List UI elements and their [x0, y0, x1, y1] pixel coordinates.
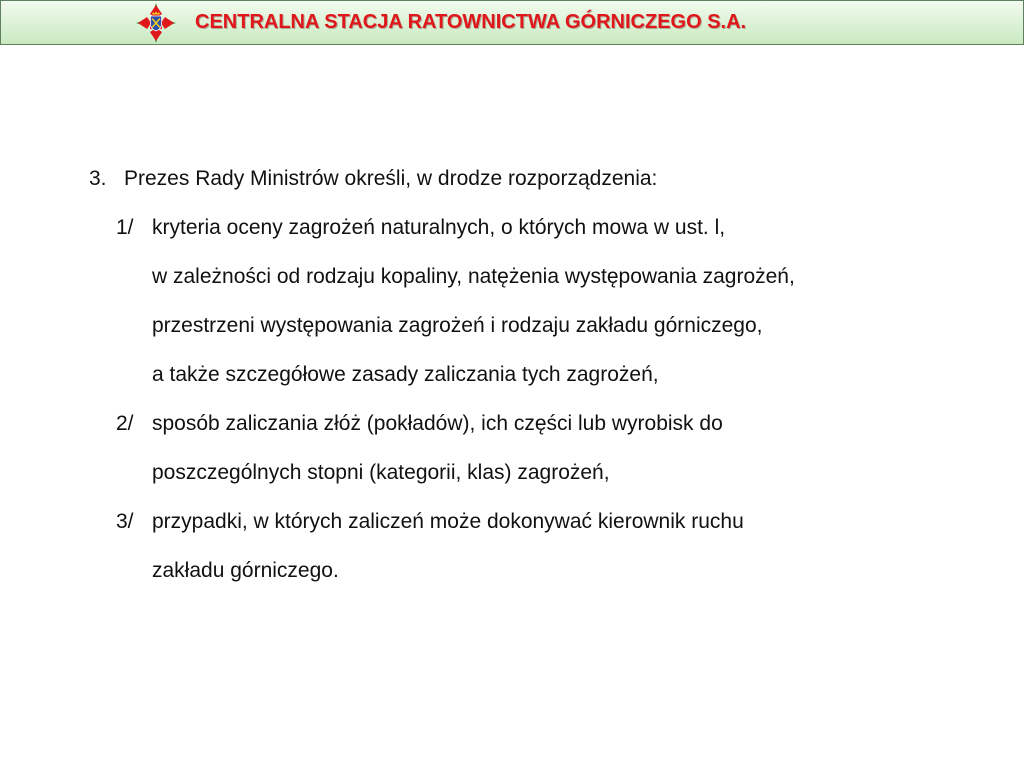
item-number: 1/: [116, 216, 134, 239]
item-line: przestrzeni występowania zagrożeń i rodzaju zakładu górniczego,: [152, 314, 763, 337]
item-line: przypadki, w których zaliczeń może dokonywać kierownik ruchu: [152, 510, 744, 533]
item-line: sposób zaliczania złóż (pokładów), ich części lub wyrobisk do: [152, 412, 723, 435]
item-line: w zależności od rodzaju kopaliny, natężenia występowania zagrożeń,: [152, 265, 795, 288]
section-text: Prezes Rady Ministrów określi, w drodze rozporządzenia:: [124, 167, 658, 190]
item-number: 3/: [116, 510, 134, 533]
item-number: 2/: [116, 412, 134, 435]
item-line: poszczególnych stopni (kategorii, klas) zagrożeń,: [152, 461, 610, 484]
section-number: 3.: [89, 167, 107, 190]
item-line: a także szczegółowe zasady zaliczania tych zagrożeń,: [152, 363, 659, 386]
header-title: CENTRALNA STACJA RATOWNICTWA GÓRNICZEGO S.A.: [195, 11, 747, 33]
item-line: kryteria oceny zagrożeń naturalnych, o których mowa w ust. l,: [152, 216, 726, 239]
item-line: zakładu górniczego.: [152, 559, 339, 582]
